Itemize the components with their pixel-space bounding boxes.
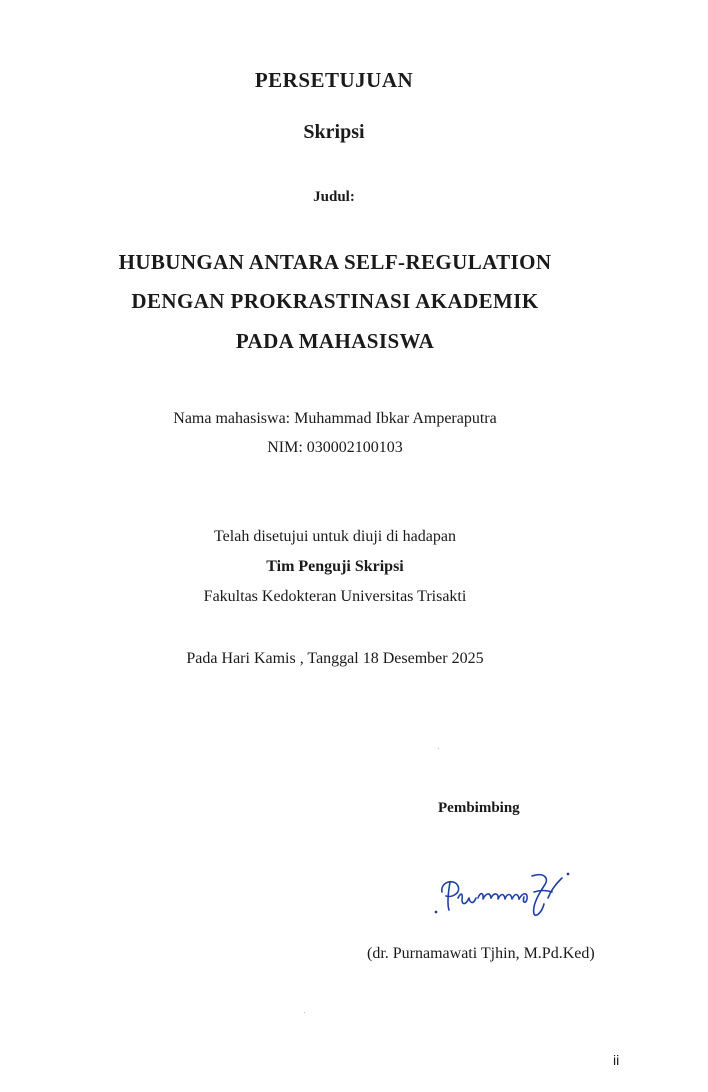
advisor-name: (dr. Purnamawati Tjhin, M.Pd.Ked): [367, 945, 595, 962]
advisor-signature: [428, 862, 578, 922]
scan-speck: [304, 1012, 305, 1013]
thesis-title-line: HUBUNGAN ANTARA SELF-REGULATION: [118, 250, 552, 274]
thesis-title-line: DENGAN PROKRASTINASI AKADEMIK: [131, 289, 539, 313]
page-number: ii: [613, 1052, 620, 1068]
page-subheading: Skripsi: [303, 121, 365, 143]
page-heading: PERSETUJUAN: [254, 68, 414, 92]
scan-speck: [438, 748, 439, 749]
exam-date: Pada Hari Kamis , Tanggal 18 Desember 2025: [186, 650, 484, 667]
thesis-title-line: PADA MAHASISWA: [235, 329, 435, 353]
advisor-label: Pembimbing: [438, 800, 520, 816]
title-label: Judul:: [313, 189, 355, 205]
student-nim: NIM: 030002100103: [267, 439, 403, 456]
committee-name: Tim Penguji Skripsi: [266, 558, 404, 575]
student-name: Nama mahasiswa: Muhammad Ibkar Amperaputra: [173, 410, 497, 427]
faculty-name: Fakultas Kedokteran Universitas Trisakti: [203, 588, 467, 605]
approval-statement: Telah disetujui untuk diuji di hadapan: [214, 528, 456, 545]
